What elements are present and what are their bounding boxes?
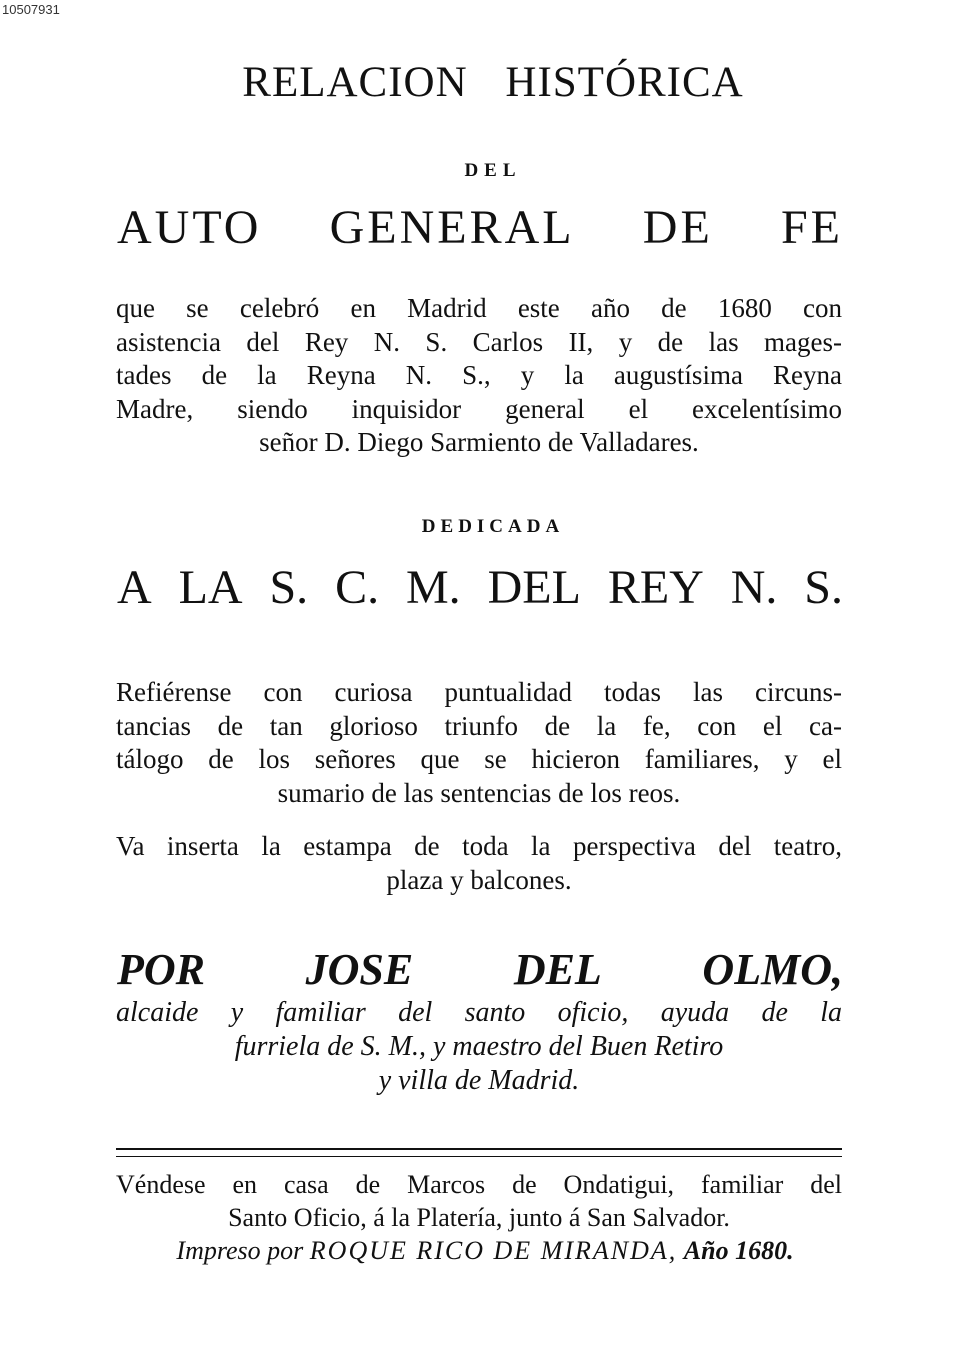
insert-paragraph (116, 830, 842, 897)
summary-line: tancias de tan glorioso triunfo de la fe, con el ca- (116, 710, 842, 741)
title-line-1: RELACION HISTÓRICA (242, 59, 744, 106)
sale-line: Véndese en casa de Marcos de Ondatigui, familiar del (116, 1170, 842, 1199)
dedicatee-word: S. (804, 561, 843, 614)
description-line: tades de la Reyna N. S., y la augustísima Reyna (116, 360, 842, 390)
dedicatee-word: N. (730, 561, 778, 614)
main-title (117, 200, 843, 255)
author-name (117, 944, 843, 995)
dedicatee-word: DEL (487, 561, 581, 614)
dedicatee-word: REY (607, 561, 704, 614)
author-title (116, 996, 842, 1098)
sale-line: Santo Oficio, á la Platería, junto á San Salvador. (228, 1203, 730, 1232)
imprint-printer: ROQUE RICO DE MIRANDA, (309, 1236, 678, 1265)
dedicatee-word: A (117, 561, 152, 614)
imprint-year: Año 1680. (683, 1236, 794, 1265)
divider-rule-thin (116, 1156, 842, 1157)
dedicatee-word: LA (178, 561, 243, 614)
description-line: señor D. Diego Sarmiento de Valladares. (259, 427, 699, 457)
author-title-line: alcaide y familiar del santo oficio, ayuda de la (116, 997, 842, 1028)
sale-paragraph (116, 1168, 842, 1234)
author-word: POR (117, 945, 205, 994)
dedicatee-word: M. (406, 561, 461, 614)
main-title-word: AUTO (117, 201, 262, 254)
author-title-line: furriela de S. M., y maestro del Buen Retiro (234, 1031, 724, 1062)
dedicada-heading: DEDICADA (421, 516, 565, 537)
main-title-word: FE (780, 201, 843, 254)
description-line: que se celebró en Madrid este año de 1680 con (116, 293, 842, 323)
author-word: JOSE (305, 945, 414, 994)
dedicatee-word: C. (335, 561, 380, 614)
author-word: OLMO, (702, 945, 843, 994)
summary-line: sumario de las sentencias de los reos. (277, 777, 681, 808)
description-line: asistencia del Rey N. S. Carlos II, y de las mages- (116, 326, 842, 357)
description-line: Madre, siendo inquisidor general el excelentísimo (116, 393, 842, 424)
description-paragraph (116, 292, 842, 460)
catalog-id: 10507931 (2, 2, 60, 17)
main-title-word: DE (642, 201, 713, 254)
insert-line: Va inserta la estampa de toda la perspectiva del teatro, (116, 831, 842, 861)
title-del: DEL (464, 160, 522, 181)
insert-line: plaza y balcones. (386, 864, 572, 895)
summary-line: Refiérense con curiosa puntualidad todas las circuns- (116, 677, 842, 707)
summary-paragraph (116, 676, 842, 810)
main-title-word: GENERAL (329, 201, 575, 254)
dedicatee (117, 560, 843, 615)
summary-line: tálogo de los señores que se hicieron familiares, y el (116, 744, 842, 774)
divider-rule (116, 1148, 842, 1150)
dedicatee-word: S. (269, 561, 309, 614)
author-word: DEL (513, 945, 602, 994)
imprint-prefix: Impreso por (176, 1236, 304, 1265)
author-title-line: y villa de Madrid. (378, 1065, 580, 1096)
imprint (0, 1236, 970, 1266)
